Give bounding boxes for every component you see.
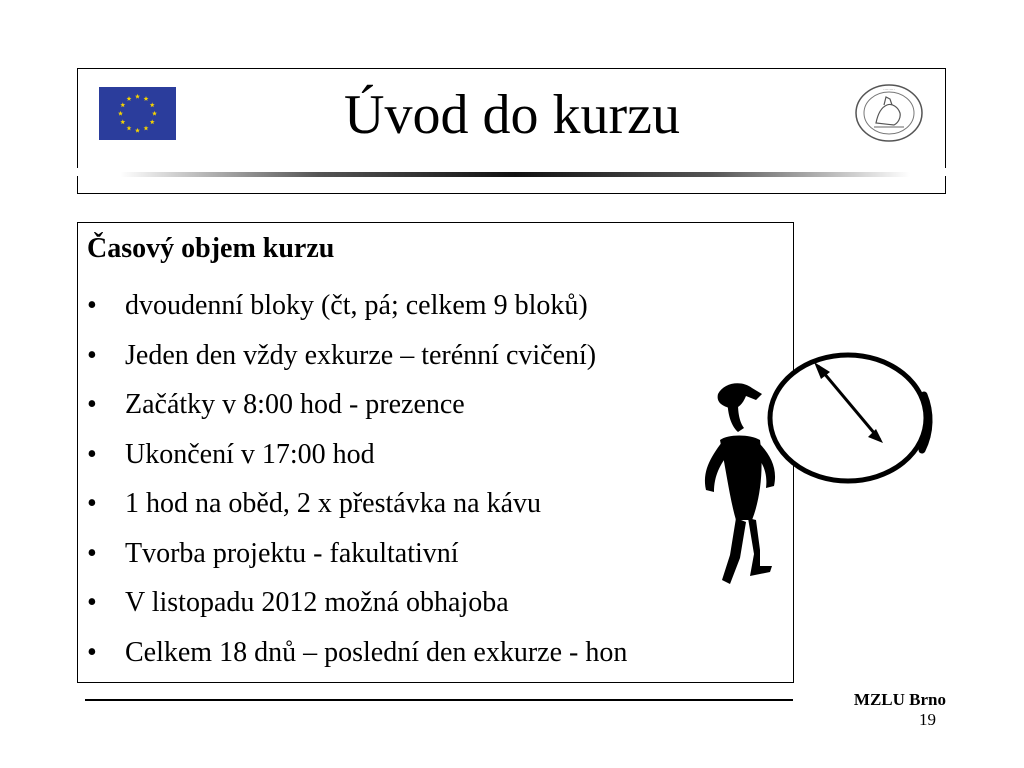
- clock-icon: [770, 355, 929, 481]
- bullet-marker: •: [87, 290, 97, 321]
- eu-star-icon: [152, 111, 157, 116]
- eu-star-icon: [118, 111, 123, 116]
- svg-text:·········: ·········: [883, 87, 895, 92]
- list-item-text: Ukončení v 17:00 hod: [125, 438, 375, 470]
- bullet-list: [87, 281, 627, 677]
- bullet-marker: •: [87, 389, 97, 420]
- list-item: [87, 578, 627, 628]
- list-item: [87, 380, 627, 430]
- list-item: [87, 430, 627, 480]
- list-item-text: 1 hod na oběd, 2 x přestávka na kávu: [125, 488, 541, 519]
- list-item: [87, 628, 627, 678]
- list-item: [87, 479, 627, 529]
- bullet-marker: •: [87, 587, 97, 618]
- eu-star-icon: [144, 126, 149, 131]
- slide-title: Úvod do kurzu: [344, 84, 680, 146]
- bullet-marker: •: [87, 339, 97, 371]
- list-item-text: Jeden den vždy exkurze – terénní cvičení): [125, 339, 597, 371]
- bullet-marker: •: [87, 636, 97, 668]
- eu-star-icon: [150, 102, 155, 107]
- eu-star-icon: [127, 126, 132, 131]
- clock-person-illustration: [690, 350, 940, 590]
- content-heading: Časový objem kurzu: [87, 233, 335, 264]
- eu-star-icon: [144, 96, 149, 101]
- list-item-text: Tvorba projektu - fakultativní: [125, 537, 459, 569]
- list-item: [87, 281, 627, 331]
- eu-flag-icon: [99, 87, 176, 140]
- list-item-text: V listopadu 2012 možná obhajoba: [125, 587, 509, 618]
- list-item-text: dvoudenní bloky (čt, pá; celkem 9 bloků): [125, 290, 588, 321]
- header-divider: [120, 172, 910, 177]
- eu-star-icon: [135, 94, 140, 99]
- list-item-text: Začátky v 8:00 hod - prezence: [125, 389, 465, 420]
- bullet-marker: •: [87, 537, 97, 569]
- list-item: [87, 529, 627, 579]
- eu-star-icon: [135, 128, 140, 133]
- person-figure-icon: [705, 383, 775, 584]
- eu-star-icon: [150, 119, 155, 124]
- eu-star-icon: [127, 96, 132, 101]
- eu-star-icon: [120, 119, 125, 124]
- eu-star-icon: [120, 102, 125, 107]
- bullet-marker: •: [87, 438, 97, 470]
- organization-name: MZLU Brno: [853, 690, 946, 709]
- bullet-marker: •: [87, 488, 97, 519]
- list-item: [87, 331, 627, 381]
- page-number: 19: [919, 710, 936, 729]
- university-seal-icon: [854, 83, 924, 143]
- list-item-text: Celkem 18 dnů – poslední den exkurze - hon: [125, 636, 628, 668]
- footer-divider: [85, 699, 793, 701]
